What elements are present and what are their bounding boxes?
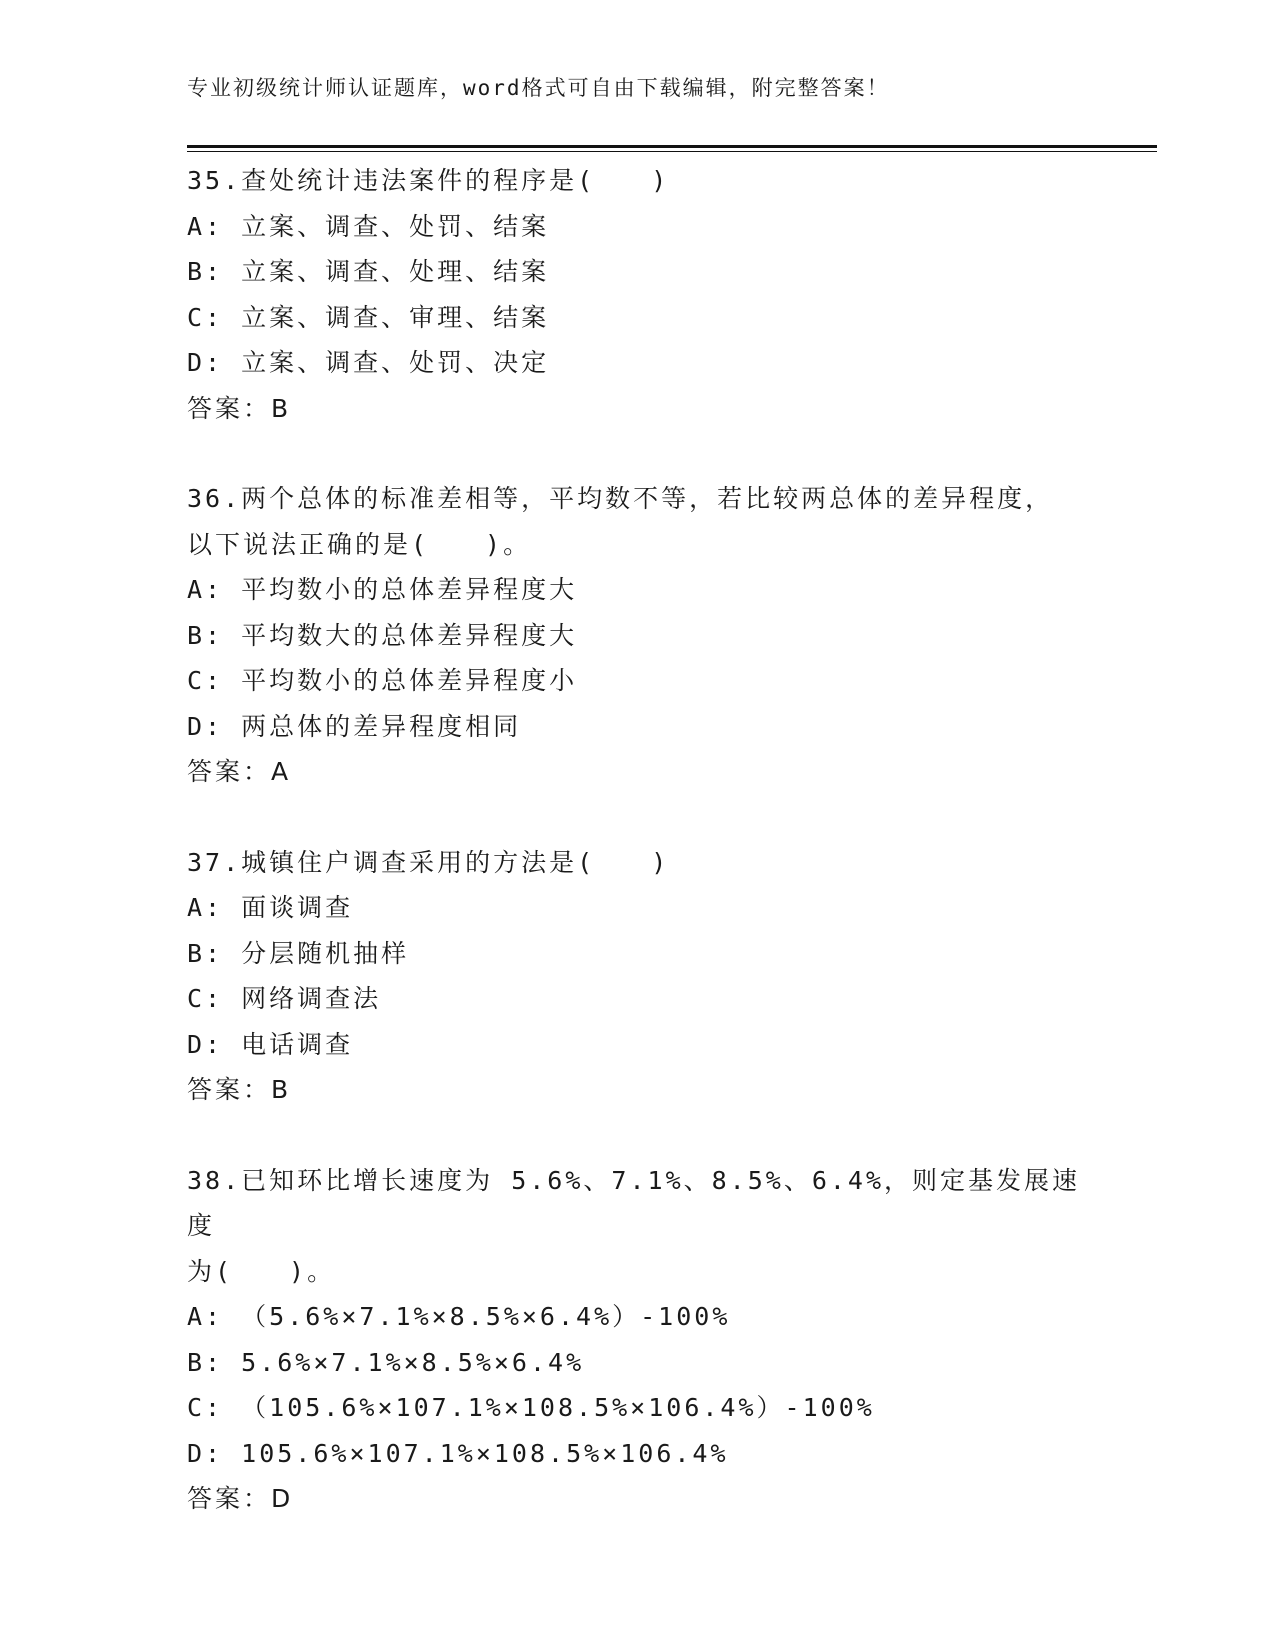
- option-c: C: 立案、调查、审理、结案: [187, 302, 550, 332]
- question-37: [187, 840, 1087, 1113]
- option-d: D: 两总体的差异程度相同: [187, 711, 522, 741]
- question-stem: 37.城镇住户调查采用的方法是( ): [187, 847, 670, 877]
- question-36: [187, 476, 1087, 795]
- option-d: D: 电话调查: [187, 1029, 354, 1059]
- option-d: D: 立案、调查、处罚、决定: [187, 348, 550, 377]
- question-stem-continued: 为( )。: [187, 1256, 336, 1286]
- option-c: C: 平均数小的总体差异程度小: [187, 666, 578, 695]
- header-rule-thick: [187, 145, 1157, 148]
- option-a: A: 立案、调查、处罚、结案: [187, 211, 550, 241]
- option-b: B: 平均数大的总体差异程度大: [187, 620, 578, 650]
- option-d: D: 105.6%×107.1%×108.5%×106.4%: [187, 1438, 729, 1468]
- question-list: [187, 158, 1087, 1522]
- option-a: A: 面谈调查: [187, 893, 354, 922]
- option-a: A: （5.6%×7.1%×8.5%×6.4%）-100%: [187, 1302, 731, 1331]
- answer: 答案：B: [187, 393, 292, 423]
- question-stem-continued: 以下说法正确的是( )。: [187, 529, 532, 559]
- option-b: B: 分层随机抽样: [187, 938, 410, 968]
- question-stem: 35.查处统计违法案件的程序是( ): [187, 166, 670, 195]
- document-header: 专业初级统计师认证题库，word格式可自由下载编辑，附完整答案！: [187, 76, 890, 100]
- answer: 答案：D: [187, 1484, 294, 1513]
- question-35: [187, 158, 1087, 431]
- header-rule-thin: [187, 151, 1157, 152]
- option-b: B: 立案、调查、处理、结案: [187, 257, 550, 286]
- option-c: C: 网络调查法: [187, 984, 382, 1013]
- option-a: A: 平均数小的总体差异程度大: [187, 575, 578, 604]
- option-b: B: 5.6%×7.1%×8.5%×6.4%: [187, 1347, 585, 1377]
- answer: 答案：A: [187, 757, 292, 786]
- question-38: [187, 1158, 1087, 1522]
- answer: 答案：B: [187, 1075, 292, 1104]
- question-stem: 38.已知环比增长速度为 5.6%、7.1%、8.5%、6.4%，则定基发展速度: [187, 1165, 1081, 1240]
- question-stem: 36.两个总体的标准差相等，平均数不等，若比较两总体的差异程度，: [187, 484, 1054, 513]
- option-c: C: （105.6%×107.1%×108.5%×106.4%）-100%: [187, 1393, 875, 1422]
